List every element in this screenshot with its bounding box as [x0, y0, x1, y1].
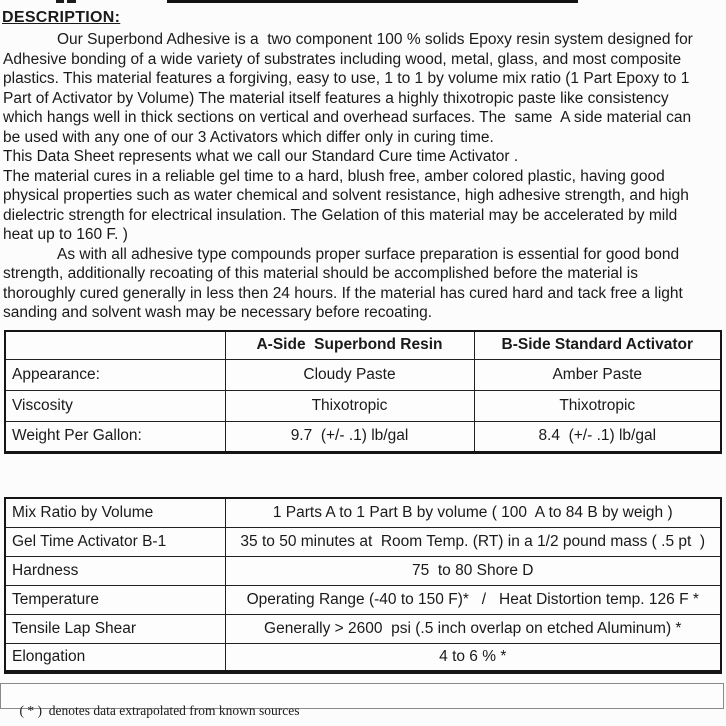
specs-table	[4, 497, 722, 674]
cropped-text-fragment	[56, 0, 64, 3]
footnote-box	[0, 683, 724, 718]
properties-table-row	[5, 359, 721, 390]
spec-value-cell: 1 Parts A to 1 Part B by volume ( 100 A to 84 B by weigh )	[225, 498, 721, 527]
spec-value-cell: 4 to 6 % *	[225, 643, 721, 672]
footnote-text: ( * ) denotes data extrapolated from known sources	[19, 703, 300, 718]
description-line: This Data Sheet represents what we call our Standard Cure time Activator .	[3, 148, 519, 165]
properties-table-row	[5, 390, 721, 421]
description-heading: DESCRIPTION:	[2, 9, 121, 26]
description-line: strength, additionally recoating of this material should be accomplished before the material is	[3, 265, 638, 282]
specs-table-body	[5, 498, 721, 672]
spec-value-cell: 75 to 80 Shore D	[225, 556, 721, 585]
description-line: which hangs well in thick sections on vertical and overhead surfaces. The same A side material can	[3, 109, 692, 126]
properties-table	[4, 330, 722, 454]
a-side-value-cell: Thixotropic	[225, 390, 474, 421]
specs-table-row	[5, 585, 721, 614]
b-side-value-cell: Thixotropic	[474, 390, 721, 421]
description-line: sanding and solvent wash may be necessary before recoating.	[3, 304, 433, 321]
spec-name-cell: Gel Time Activator B-1	[5, 527, 225, 556]
cropped-text-fragment	[67, 0, 76, 3]
spec-value-cell: Operating Range (-40 to 150 F)* / Heat Distortion temp. 126 F *	[225, 585, 721, 614]
b-side-value-cell: 8.4 (+/- .1) lb/gal	[474, 421, 721, 452]
specs-table-row	[5, 643, 721, 672]
properties-header-row	[5, 331, 721, 359]
b-side-value-cell: Amber Paste	[474, 359, 721, 390]
property-name-cell: Weight Per Gallon:	[5, 421, 225, 452]
spec-name-cell: Tensile Lap Shear	[5, 614, 225, 643]
description-line: The material cures in a reliable gel time to a hard, blush free, amber colored plastic, having good	[3, 167, 665, 185]
property-name-cell: Appearance:	[5, 359, 225, 390]
description-line: physical properties such as water chemical and solvent resistance, high adhesive strength, and high	[3, 187, 689, 204]
specs-table-row	[5, 614, 721, 643]
a-side-value-cell: Cloudy Paste	[225, 359, 474, 390]
specs-table-row	[5, 527, 721, 556]
properties-header-b-side: B-Side Standard Activator	[474, 331, 721, 359]
description-line: Adhesive bonding of a wide variety of substrates including wood, metal, glass, and most composite	[3, 50, 682, 68]
spec-name-cell: Hardness	[5, 556, 225, 585]
specs-table-row	[5, 556, 721, 585]
description-line: heat up to 160 F. )	[3, 226, 128, 243]
description-line: Part of Activator by Volume) The material itself features a highly thixotropic paste like consistency	[3, 89, 669, 107]
description-line: As with all adhesive type compounds proper surface preparation is essential for good bond	[57, 245, 680, 263]
properties-table-body	[5, 359, 721, 452]
spec-name-cell: Temperature	[5, 585, 225, 614]
properties-header-empty-cell	[5, 331, 225, 359]
spec-value-cell: Generally > 2600 psi (.5 inch overlap on etched Aluminum) *	[225, 614, 721, 643]
spec-name-cell: Elongation	[5, 643, 225, 672]
description-line: Our Superbond Adhesive is a two component 100 % solids Epoxy resin system designed for	[57, 31, 693, 48]
a-side-value-cell: 9.7 (+/- .1) lb/gal	[225, 421, 474, 452]
description-line: be used with any one of our 3 Activators which differ only in curing time.	[3, 128, 494, 146]
property-name-cell: Viscosity	[5, 390, 225, 421]
description-line: thoroughly cured generally in less then 24 hours. If the material has cured hard and tack free a light	[3, 284, 683, 302]
properties-table-row	[5, 421, 721, 452]
specs-table-row	[5, 498, 721, 527]
spec-name-cell: Mix Ratio by Volume	[5, 498, 225, 527]
description-line: dielectric strength for electrical insulation. The Gelation of this material may be accelerated by mild	[3, 206, 678, 224]
spec-value-cell: 35 to 50 minutes at Room Temp. (RT) in a 1/2 pound mass ( .5 pt )	[225, 527, 721, 556]
description-body	[3, 30, 724, 323]
cropped-header-rule	[167, 0, 578, 3]
description-line: plastics. This material features a forgiving, easy to use, 1 to 1 by volume mix ratio (1 Part Epoxy to 1	[3, 70, 690, 87]
properties-header-a-side: A-Side Superbond Resin	[225, 331, 474, 359]
